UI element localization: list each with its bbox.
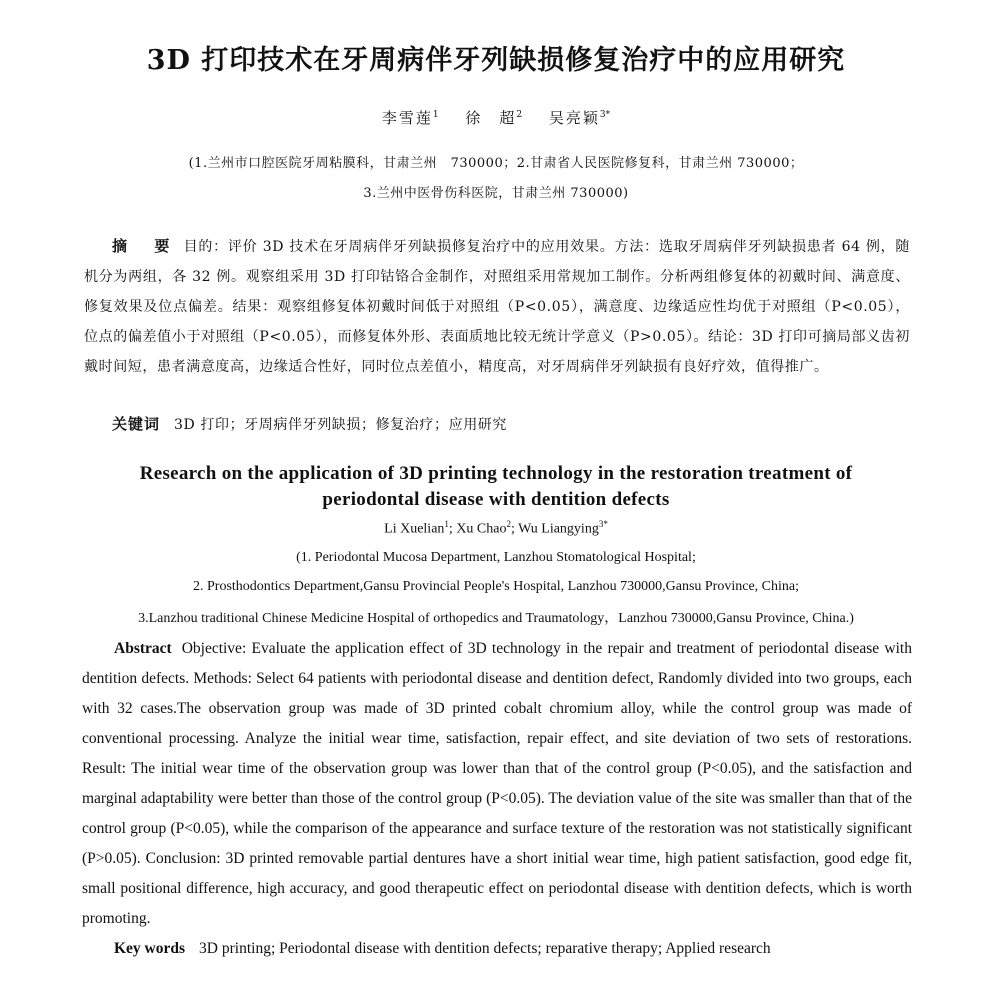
keywords-en-label: Key words: [114, 940, 186, 957]
author-cn-2-mark: 2: [516, 110, 523, 120]
author-en-1-mark: 1: [444, 519, 449, 529]
keywords-english: [114, 934, 771, 964]
abstract-cn-text: 目的：评价 3D 技术在牙周病伴牙列缺损修复治疗中的应用效果。方法：选取牙周病伴牙列缺损患者 64 例，随机分为两组，各 32 例。观察组采用 3D 打印钴铬合金制作，对照组采用常规加工制作。分析两组修复体的初戴时间、满意度、修复效果及位点偏差。结果：观察组修复体初戴时间低于对照组（P<0.05），满意度、边缘适应性均优于对照组（P<0.05），位点的偏差值小于对照组（P<0.05），而修复体外形、表面质地比较无统计学意义（P>0.05）。结论：3D 打印可摘局部义齿初戴时间短，患者满意度高，边缘适合性好，同时位点差值小，精度高，对牙周病伴牙列缺损有良好疗效，值得推广。: [84, 239, 910, 375]
author-cn-3-mark: 3*: [599, 110, 611, 120]
abstract-english: [82, 634, 912, 934]
keywords-chinese: [112, 409, 507, 440]
affiliation-en-line-1: (1. Periodontal Mucosa Department, Lanzhou Stomatological Hospital;: [296, 550, 696, 565]
keywords-en-text: 3D printing; Periodontal disease with dentition defects; reparative therapy; Applied research: [199, 940, 771, 957]
author-cn-1-name: 李雪莲: [381, 109, 433, 127]
abstract-cn-label: 摘 要: [112, 237, 176, 255]
author-en-3-name: Wu Liangying: [518, 521, 599, 537]
authors-chinese: [0, 107, 992, 128]
abstract-chinese: [84, 231, 910, 382]
abstract-en-label: Abstract: [114, 640, 172, 657]
author-en-1-name: Li Xuelian: [384, 521, 445, 537]
author-en-2-sep: ;: [510, 521, 519, 537]
keywords-cn-text: 3D 打印；牙周病伴牙列缺损；修复治疗；应用研究: [174, 417, 507, 433]
author-en-1-sep: ;: [448, 521, 457, 537]
affiliation-en-line-3: 3.Lanzhou traditional Chinese Medicine Hospital of orthopedics and Traumatology，Lanzhou 730000,Gansu Province, China.): [138, 611, 854, 626]
author-en-2-mark: 2: [506, 519, 511, 529]
title-english: Research on the application of 3D printing technology in the restoration treatment of periodontal disease with dentition defects: [139, 463, 853, 510]
author-cn-1-mark: 1: [432, 110, 439, 120]
abstract-en-text: Objective: Evaluate the application effect of 3D technology in the repair and treatment of periodontal disease with dentition defects. Methods: Select 64 patients with periodontal disease and dentition defect, Randomly divided into two groups, each with 32 cases.The observation group was made of 3D printed cobalt chromium alloy, while the control group was made of conventional processing. Analyze the initial wear time, satisfaction, repair effect, and site deviation of two sets of restorations. Result: The initial wear time of the observation group was lower than that of the control group (P<0.05), and the satisfaction and marginal adaptability were better than those of the control group (P<0.05). The deviation value of the site was smaller than that of the control group (P<0.05), while the comparison of the appearance and surface texture of the restoration was not statistically significant (P>0.05). Conclusion: 3D printed removable partial dentures have a short initial wear time, high patient satisfaction, good edge fit, small positional difference, high accuracy, and good therapeutic effect on periodontal disease with dentition defects, which is worth promoting.: [82, 640, 912, 927]
affiliation-cn-line-1: (1.兰州市口腔医院牙周粘膜科，甘肃兰州 730000；2.甘肃省人民医院修复科，甘肃兰州 730000；: [188, 156, 804, 171]
author-cn-3: [549, 109, 610, 127]
authors-english: [0, 519, 992, 538]
affiliation-en-line-2: 2. Prosthodontics Department,Gansu Provincial People's Hospital, Lanzhou 730000,Gansu Province, China;: [193, 579, 799, 594]
author-en-3-mark: 3*: [598, 519, 608, 529]
author-cn-1: [382, 109, 439, 127]
title-chinese: 3D 打印技术在牙周病伴牙列缺损修复治疗中的应用研究: [146, 45, 846, 76]
affiliation-cn-line-2: 3.兰州中医骨伤科医院，甘肃兰州 730000): [363, 186, 629, 201]
author-en-2-name: Xu Chao: [456, 521, 507, 537]
author-cn-2: [465, 109, 522, 127]
author-cn-2-name: 徐 超: [465, 109, 517, 127]
keywords-cn-label: 关键词: [112, 415, 161, 433]
author-cn-3-name: 吴亮颖: [548, 109, 600, 127]
